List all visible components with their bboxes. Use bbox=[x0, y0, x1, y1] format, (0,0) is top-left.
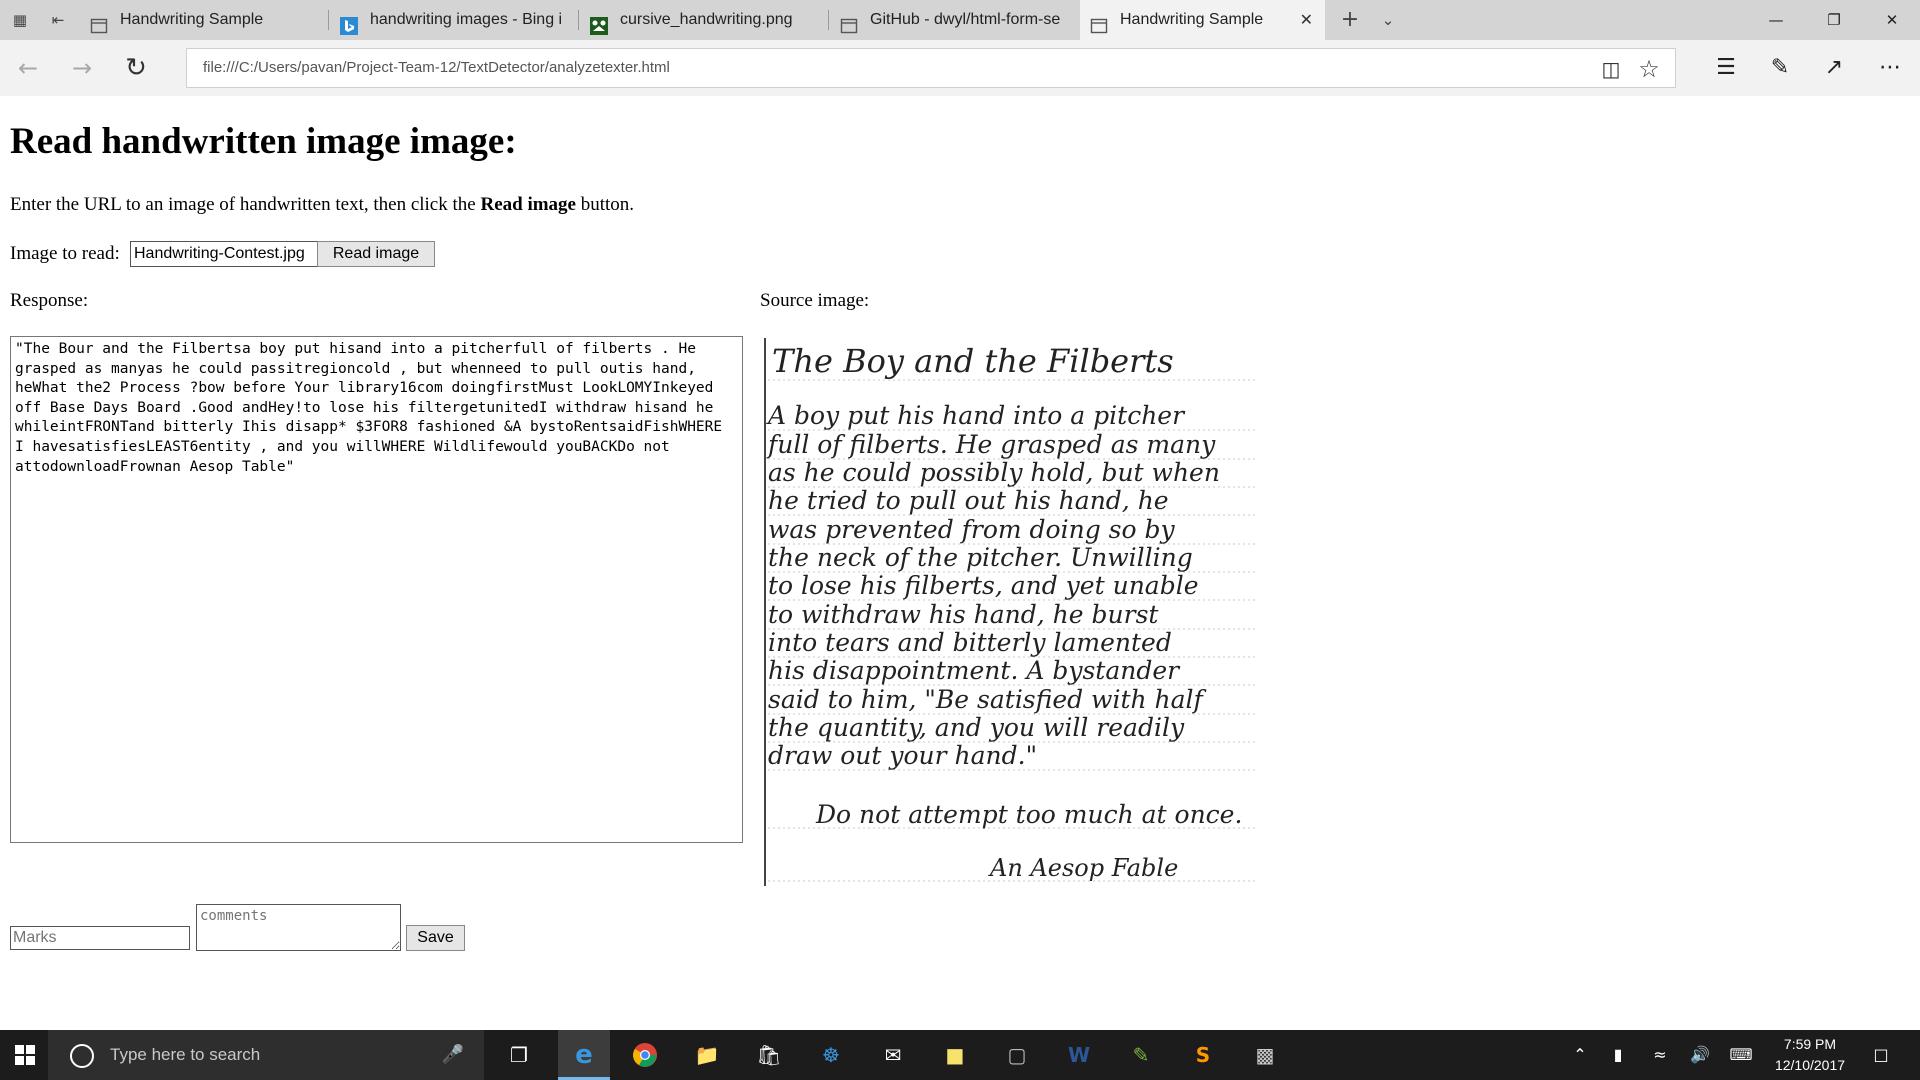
minimize-button[interactable]: — bbox=[1768, 11, 1784, 29]
marks-input[interactable] bbox=[10, 926, 190, 950]
intro-after: button. bbox=[575, 194, 635, 215]
address-input[interactable] bbox=[186, 48, 1676, 88]
maximize-button[interactable]: ❐ bbox=[1827, 11, 1841, 29]
handwriting-line: was prevented from doing so by bbox=[768, 515, 1175, 544]
word-icon[interactable]: W bbox=[1067, 1043, 1091, 1067]
edge-icon[interactable]: e bbox=[575, 1040, 593, 1070]
new-tab-icon[interactable]: + bbox=[1340, 7, 1360, 32]
handwriting-line: he tried to pull out his hand, he bbox=[768, 486, 1169, 515]
image-url-value: Handwriting-Contest.jpg bbox=[134, 245, 305, 262]
notepad-icon[interactable]: ✎ bbox=[1132, 1043, 1150, 1067]
handwriting-line: draw out your hand." bbox=[768, 741, 1038, 770]
notifications-icon[interactable]: □ bbox=[1873, 1045, 1889, 1064]
tab-title: Handwriting Sample bbox=[120, 11, 264, 28]
image-icon bbox=[590, 11, 608, 29]
handwriting-line: full of filberts. He grasped as many bbox=[768, 430, 1216, 459]
bing-icon bbox=[340, 11, 358, 29]
handwriting-title: The Boy and the Filberts bbox=[772, 342, 1174, 380]
forward-button[interactable]: → bbox=[71, 54, 93, 82]
chrome-icon[interactable] bbox=[628, 1038, 662, 1072]
page-icon bbox=[90, 11, 108, 29]
handwriting-moral: Do not attempt too much at once. bbox=[816, 800, 1243, 829]
comments-textarea[interactable] bbox=[196, 904, 401, 951]
handwriting-line: the neck of the pitcher. Unwilling bbox=[768, 543, 1193, 572]
network-app-icon[interactable]: ▢ bbox=[1007, 1043, 1027, 1067]
set-aside-tabs-icon[interactable]: ⇤ bbox=[51, 11, 65, 29]
tab-title: cursive_handwriting.png bbox=[620, 11, 793, 28]
volume-icon[interactable]: 🔊 bbox=[1690, 1045, 1710, 1064]
tab-manager-icon[interactable]: ▦ bbox=[12, 11, 28, 29]
tab-title: Handwriting Sample bbox=[1120, 11, 1264, 28]
tab-handwriting-sample-active[interactable] bbox=[1080, 0, 1325, 40]
compass-icon[interactable]: ☸ bbox=[822, 1043, 840, 1067]
page-title: Read handwritten image image: bbox=[10, 121, 517, 162]
sticky-notes-icon[interactable]: ■ bbox=[945, 1043, 965, 1067]
cortana-icon bbox=[70, 1044, 94, 1068]
chevron-down-icon[interactable]: ⌄ bbox=[1381, 11, 1395, 29]
refresh-button[interactable]: ↻ bbox=[125, 53, 147, 83]
handwriting-signature: An Aesop Fable bbox=[990, 854, 1179, 882]
taskbar-search[interactable] bbox=[48, 1030, 484, 1080]
task-view-icon[interactable]: ❐ bbox=[510, 1043, 528, 1067]
address-bar-area bbox=[0, 40, 1920, 96]
save-button[interactable]: Save bbox=[406, 925, 465, 951]
search-placeholder: Type here to search bbox=[110, 1045, 261, 1064]
page-icon bbox=[840, 11, 858, 29]
close-tab-icon[interactable]: ✕ bbox=[1299, 10, 1313, 29]
image-url-input[interactable] bbox=[130, 241, 322, 267]
tab-title: GitHub - dwyl/html-form-se bbox=[870, 11, 1061, 28]
wifi-icon[interactable]: ≈ bbox=[1653, 1045, 1667, 1064]
tab-cursive-handwriting[interactable] bbox=[580, 0, 825, 40]
handwriting-sample-image bbox=[760, 336, 1260, 888]
taskbar bbox=[0, 1030, 1920, 1080]
handwriting-body bbox=[766, 401, 1220, 770]
tab-separator bbox=[578, 10, 579, 30]
more-icon[interactable]: ⋯ bbox=[1879, 55, 1901, 80]
tab-title: handwriting images - Bing i bbox=[370, 11, 563, 28]
star-icon[interactable]: ☆ bbox=[1638, 55, 1660, 83]
file-explorer-icon[interactable]: 📁 bbox=[694, 1043, 720, 1067]
microphone-icon[interactable]: 🎤 bbox=[441, 1044, 464, 1065]
terminal-icon[interactable]: ▩ bbox=[1255, 1043, 1275, 1067]
handwriting-line: into tears and bitterly lamented bbox=[768, 628, 1172, 657]
tab-bing-search[interactable] bbox=[330, 0, 575, 40]
read-image-button[interactable]: Read image bbox=[317, 241, 435, 267]
show-hidden-icons-icon[interactable]: ⌃ bbox=[1573, 1045, 1587, 1064]
intro-before: Enter the URL to an image of handwritten text, then click the bbox=[10, 194, 481, 215]
close-window-button[interactable]: ✕ bbox=[1885, 11, 1899, 29]
reading-view-icon[interactable]: ◫ bbox=[1601, 57, 1621, 81]
battery-icon[interactable]: ▮ bbox=[1613, 1045, 1623, 1064]
share-icon[interactable]: ↗ bbox=[1824, 55, 1844, 80]
tab-github[interactable] bbox=[830, 0, 1080, 40]
intro-text bbox=[10, 194, 634, 216]
url-text: file:///C:/Users/pavan/Project-Team-12/TextDetector/analyzetexter.html bbox=[203, 59, 670, 76]
sublime-text-icon[interactable]: S bbox=[1195, 1043, 1211, 1067]
handwriting-line: his disappointment. A bystander bbox=[768, 656, 1180, 685]
response-label: Response: bbox=[10, 290, 89, 311]
clock-date: 12/10/2017 bbox=[1774, 1057, 1846, 1073]
tab-handwriting-sample-1[interactable] bbox=[80, 0, 325, 40]
clock-time: 7:59 PM bbox=[1783, 1036, 1837, 1052]
page-content bbox=[0, 96, 1920, 1030]
pen-icon[interactable]: ✎ bbox=[1770, 55, 1790, 80]
keyboard-icon[interactable]: ⌨ bbox=[1729, 1045, 1753, 1064]
windows-start-icon[interactable] bbox=[8, 1038, 42, 1072]
favorites-icon[interactable]: ☰ bbox=[1716, 55, 1736, 80]
handwriting-line: the quantity, and you will readily bbox=[768, 713, 1185, 742]
mail-icon[interactable]: ✉ bbox=[884, 1043, 902, 1067]
tab-separator bbox=[828, 10, 829, 30]
intro-bold: Read image bbox=[480, 194, 576, 215]
back-button[interactable]: ← bbox=[17, 54, 39, 82]
image-url-label: Image to read: bbox=[10, 243, 120, 264]
handwriting-line: to withdraw his hand, he burst bbox=[768, 600, 1159, 629]
handwriting-line: to lose his filberts, and yet unable bbox=[768, 571, 1199, 600]
store-icon[interactable]: 🛍 bbox=[756, 1043, 782, 1067]
handwriting-line: as he could possibly hold, but when bbox=[768, 458, 1220, 487]
response-textarea[interactable]: "The Bour and the Filbertsa boy put hisand into a pitcherfull of filberts . He grasped as manyas he could passitregioncold , but whenneed to pull outis hand, heWhat the2 Process ?bow before Your library16com doingfirstMust LookLOMYInkeyed off Base Days Board .Good andHey!to lose his filtergetunitedI withdraw hisand he whileintFRONTand bitterly Ihis disapp* $3FOR8 fashioned &A bystoRentsaidFishWHERE I havesatisfiesLEAST6entity , and you willWHERE Wildlifewould youBACKDo not attodownloadFrownan Aesop Table" bbox=[10, 336, 743, 843]
source-image bbox=[760, 336, 1260, 888]
source-image-label: Source image: bbox=[760, 290, 870, 311]
handwriting-line: A boy put his hand into a pitcher bbox=[768, 401, 1185, 430]
tab-bar bbox=[0, 0, 1920, 40]
taskbar-clock[interactable] bbox=[1760, 1034, 1860, 1076]
handwriting-line: said to him, "Be satisfied with half bbox=[768, 685, 1203, 714]
tab-separator bbox=[328, 10, 329, 30]
page-icon bbox=[1090, 11, 1108, 29]
